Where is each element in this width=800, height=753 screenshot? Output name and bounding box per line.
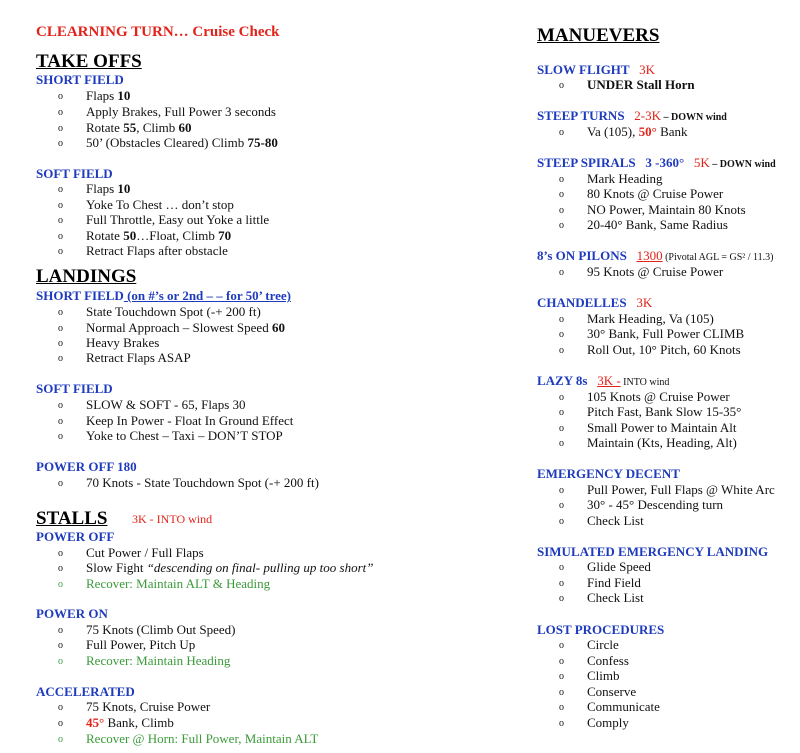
list-item: o State Touchdown Spot (-+ 200 ft): [58, 304, 261, 319]
list-item: o Check List: [559, 590, 644, 605]
list-item: o Yoke to Chest – Taxi – DON’T STOP: [58, 428, 283, 443]
list-item: o Glide Speed: [559, 559, 651, 574]
list-item: o Flaps 10: [58, 181, 131, 196]
list-item: o Flaps 10: [58, 88, 131, 103]
list-item: o NO Power, Maintain 80 Knots: [559, 202, 746, 217]
list-item: o Maintain (Kts, Heading, Alt): [559, 435, 737, 450]
list-item: o Slow Fight “descending on final- pulling up too short”: [58, 560, 374, 575]
list-item: o Confess: [559, 653, 629, 668]
list-item: o 75 Knots, Cruise Power: [58, 699, 211, 714]
lazy8-label: LAZY 8s 3K - INTO wind: [537, 373, 670, 388]
list-item: o Retract Flaps ASAP: [58, 350, 191, 365]
landing-short-field-label: SHORT FIELD (on #’s or 2nd – – for 50’ tree): [36, 288, 291, 303]
steep-turns-label: STEEP TURNS 2-3K – DOWN wind: [537, 108, 727, 123]
stalls-heading: STALLS: [36, 508, 108, 529]
list-item: o 45° Bank, Climb: [58, 715, 174, 730]
list-item: o Pitch Fast, Bank Slow 15-35°: [559, 404, 742, 419]
list-item: o Apply Brakes, Full Power 3 seconds: [58, 104, 276, 119]
list-item: o Recover @ Horn: Full Power, Maintain ALT: [58, 731, 319, 746]
list-item: o Cut Power / Full Flaps: [58, 545, 204, 560]
list-item: o Communicate: [559, 699, 660, 714]
list-item: o Full Power, Pitch Up: [58, 637, 196, 652]
list-item: o Va (105), 50° Bank: [559, 124, 688, 139]
slow-flight-label: SLOW FLIGHT 3K: [537, 62, 655, 77]
list-item: o Pull Power, Full Flaps @ White Arc: [559, 482, 775, 497]
list-item: o 80 Knots @ Cruise Power: [559, 186, 724, 201]
power-off-180-label: POWER OFF 180: [36, 459, 137, 474]
list-item: o 50’ (Obstacles Cleared) Climb 75-80: [58, 135, 278, 150]
list-item: o Recover: Maintain ALT & Heading: [58, 576, 271, 591]
list-item: o 75 Knots (Climb Out Speed): [58, 622, 236, 637]
list-item: o 30° Bank, Full Power CLIMB: [559, 326, 745, 341]
list-item: o 30° - 45° Descending turn: [559, 497, 724, 512]
list-item: o Mark Heading: [559, 171, 663, 186]
landing-soft-field-label: SOFT FIELD: [36, 381, 113, 396]
list-item: o Rotate 55, Climb 60: [58, 120, 192, 135]
list-item: o Retract Flaps after obstacle: [58, 243, 228, 258]
list-item: o Small Power to Maintain Alt: [559, 420, 737, 435]
sim-emergency-label: SIMULATED EMERGENCY LANDING: [537, 544, 769, 559]
pylons-label: 8’s ON PILONS 1300 (Pivotal AGL = GS² / 11.3): [537, 248, 774, 263]
list-item: o Heavy Brakes: [58, 335, 160, 350]
maneuvers-heading: MANUEVERS: [537, 25, 660, 46]
list-item: o Yoke To Chest … don’t stop: [58, 197, 234, 212]
list-item: o Comply: [559, 715, 629, 730]
list-item: o 95 Knots @ Cruise Power: [559, 264, 724, 279]
list-item: o Mark Heading, Va (105): [559, 311, 714, 326]
takeoff-short-field-label: SHORT FIELD: [36, 72, 124, 87]
list-item: o Circle: [559, 637, 619, 652]
takeoff-soft-field-label: SOFT FIELD: [36, 166, 113, 181]
list-item: o Check List: [559, 513, 644, 528]
list-item: o Rotate 50…Float, Climb 70: [58, 228, 232, 243]
list-item: o Conserve: [559, 684, 637, 699]
list-item: o Find Field: [559, 575, 641, 590]
list-item: o 105 Knots @ Cruise Power: [559, 389, 730, 404]
takeoffs-heading: TAKE OFFS: [36, 51, 142, 72]
list-item: o 70 Knots - State Touchdown Spot (-+ 200 ft): [58, 475, 319, 490]
list-item: o UNDER Stall Horn: [559, 77, 695, 92]
list-item: o SLOW & SOFT - 65, Flaps 30: [58, 397, 246, 412]
emergency-decent-label: EMERGENCY DECENT: [537, 466, 680, 481]
chandelles-label: CHANDELLES 3K: [537, 295, 653, 310]
accelerated-label: ACCELERATED: [36, 684, 135, 699]
list-item: o 20-40° Bank, Same Radius: [559, 217, 728, 232]
list-item: o Recover: Maintain Heading: [58, 653, 231, 668]
list-item: o Keep In Power - Float In Ground Effect: [58, 413, 294, 428]
steep-spirals-label: STEEP SPIRALS 3 -360° 5K – DOWN wind: [537, 155, 776, 170]
lost-procedures-label: LOST PROCEDURES: [537, 622, 665, 637]
list-item: o Normal Approach – Slowest Speed 60: [58, 320, 285, 335]
power-off-label: POWER OFF: [36, 529, 115, 544]
page-title: CLEARNING TURN… Cruise Check: [36, 24, 280, 40]
stalls-note: 3K - INTO wind: [132, 512, 213, 526]
list-item: o Full Throttle, Easy out Yoke a little: [58, 212, 270, 227]
landings-heading: LANDINGS: [36, 266, 137, 287]
list-item: o Climb: [559, 668, 620, 683]
list-item: o Roll Out, 10° Pitch, 60 Knots: [559, 342, 741, 357]
power-on-label: POWER ON: [36, 606, 108, 621]
